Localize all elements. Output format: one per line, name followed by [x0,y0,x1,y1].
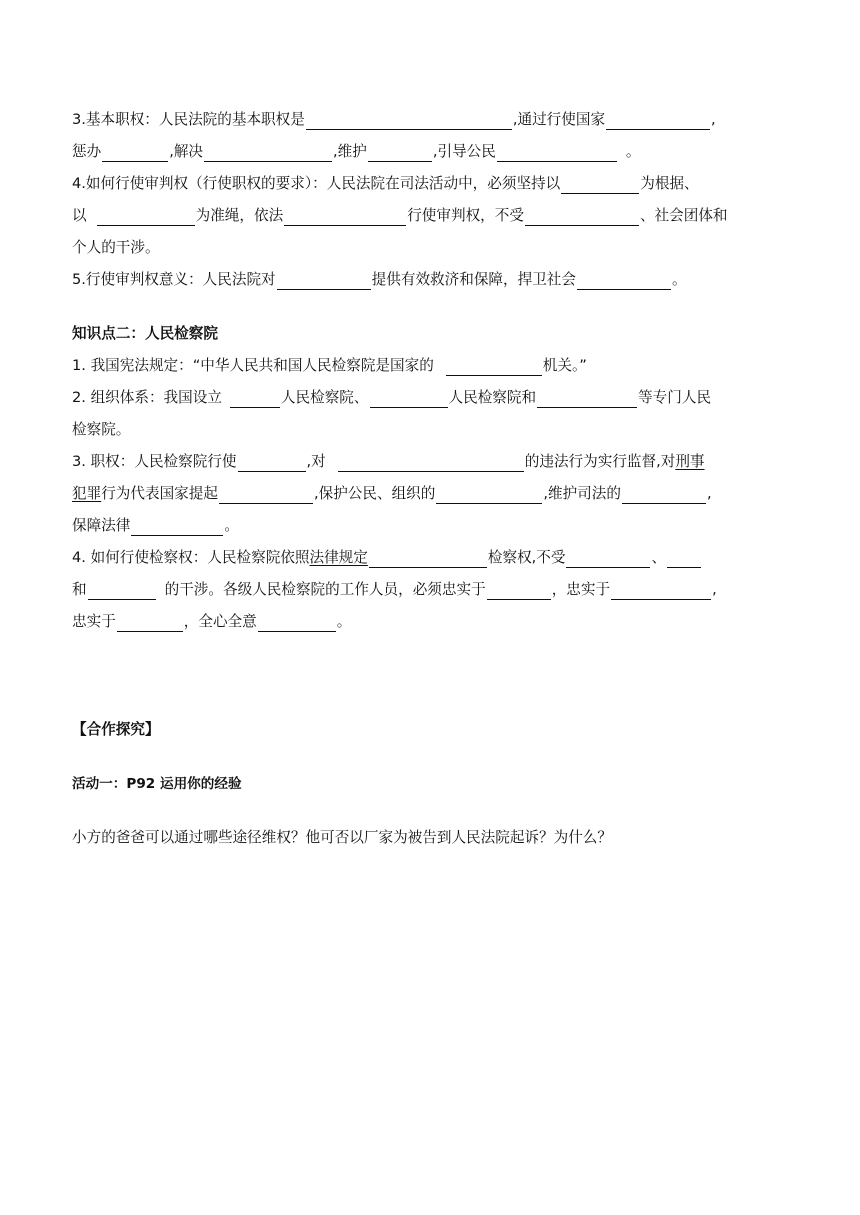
s2-p1-line1 [72,350,790,382]
fill-blank[interactable] [611,581,711,600]
text: 为根据、 [640,175,699,192]
text: 3.基本职权：人民法院的基本职权是 [72,111,305,128]
text: 。 [224,517,239,534]
text: 4.如何行使审判权（行使职权的要求）：人民法院在司法活动中，必须坚持以 [72,175,561,192]
fill-blank[interactable] [577,271,671,290]
fill-blank[interactable] [88,581,156,600]
text: , [712,581,717,598]
fill-blank[interactable] [566,549,650,568]
fill-blank[interactable] [306,111,512,130]
text: 4. 如何行使检察权：人民检察院依照 [72,549,310,566]
fill-blank[interactable] [537,389,637,408]
fill-blank[interactable] [219,485,313,504]
underlined-text: 法律规定 [309,549,368,566]
fill-blank[interactable] [369,549,487,568]
fill-blank[interactable] [667,549,701,568]
s2-p3-line1 [72,446,790,478]
spacer [72,746,790,768]
fill-blank[interactable] [277,271,371,290]
fill-blank[interactable] [131,517,223,536]
activity-question [72,822,790,854]
text: 以 [72,207,87,224]
heading-text: 【合作探究】 [72,721,160,738]
text: 忠实于 [72,613,116,630]
text: ,引导公民 [432,143,496,160]
fill-blank[interactable] [230,389,280,408]
text: 。 [671,271,687,288]
worksheet-content [72,104,790,854]
text: 个人的干涉。 [72,239,160,256]
underlined-text: 犯罪 [72,485,102,502]
text: 和 [72,581,87,598]
s2-p3-line2 [72,478,790,510]
section-heading-cooperative-inquiry [72,714,790,746]
text: 、社会团体和 [639,207,728,224]
fill-blank[interactable] [368,143,432,162]
activity-text: 活动一：P92 运用你的经验 [72,776,242,792]
fill-blank[interactable] [446,357,542,376]
section-heading-procuratorate [72,318,790,350]
spacer [72,296,790,318]
fill-blank[interactable] [102,143,168,162]
text: 行为代表国家提起 [101,485,218,502]
text: ,保护公民、组织的 [313,485,436,502]
fill-blank[interactable] [204,143,332,162]
spacer [72,638,790,692]
spacer [72,692,790,714]
text: 。 [336,613,352,630]
text: 惩办 [72,143,102,160]
heading-text: 知识点二：人民检察院 [72,325,218,342]
s2-p4-line2 [72,574,790,606]
text: 1. 我国宪法规定：“中华人民共和国人民检察院是国家的 [72,357,434,374]
fill-blank[interactable] [97,207,195,226]
fill-blank[interactable] [561,175,639,194]
text: ,维护 [333,143,367,160]
fill-blank[interactable] [436,485,542,504]
text: 人民检察院和 [448,389,537,406]
text: 行使审判权，不受 [407,207,524,224]
fill-blank[interactable] [606,111,710,130]
s2-p4-line1 [72,542,790,574]
fill-blank[interactable] [284,207,406,226]
text: 、 [651,549,667,566]
text: 5.行使审判权意义：人民法院对 [72,271,276,288]
question-text: 小方的爸爸可以通过哪些途径维权？他可否以厂家为被告到人民法院起诉？为什么？ [72,829,612,846]
s2-p2-line2 [72,414,790,446]
text: 人民检察院、 [280,389,369,406]
fill-blank[interactable] [338,453,524,472]
underlined-text: 刑事 [675,453,705,470]
fill-blank[interactable] [238,453,306,472]
text: 检察权,不受 [487,549,566,566]
fill-blank[interactable] [117,613,183,632]
text: 提供有效救济和保障，捍卫社会 [371,271,576,288]
text: ，全心全意 [183,613,257,630]
text: 机关。” [542,357,587,374]
text: 的干涉。各级人民检察院的工作人员，必须忠实于 [164,581,486,598]
text: , [706,485,712,502]
activity-title [72,768,790,800]
fill-blank[interactable] [370,389,448,408]
s1-p4-line2 [72,200,790,232]
text: 。 [625,143,641,160]
text: 的违法行为实行监督,对 [524,453,676,470]
text: ,维护司法的 [543,485,621,502]
fill-blank[interactable] [487,581,551,600]
text: ，忠实于 [551,581,611,598]
text: 检察院。 [72,421,131,438]
text: 2. 组织体系：我国设立 [72,389,222,406]
fill-blank[interactable] [258,613,336,632]
s1-p3-line1 [72,104,790,136]
s1-p3-line2 [72,136,790,168]
fill-blank[interactable] [622,485,706,504]
text: 等专门人民 [638,389,712,406]
s1-p5-line1 [72,264,790,296]
s1-p4-line1 [72,168,790,200]
text: 保障法律 [72,517,131,534]
text: ,解决 [169,143,204,160]
spacer [72,800,790,822]
text: ,通过行使国家 [512,111,606,128]
text: ,对 [306,453,326,470]
text: 3. 职权：人民检察院行使 [72,453,237,470]
text: 为准绳，依法 [195,207,284,224]
s2-p3-line3 [72,510,790,542]
s1-p4-line3 [72,232,790,264]
fill-blank[interactable] [525,207,639,226]
s2-p2-line1 [72,382,790,414]
fill-blank[interactable] [497,143,617,162]
text: , [711,111,716,128]
s2-p4-line3 [72,606,790,638]
